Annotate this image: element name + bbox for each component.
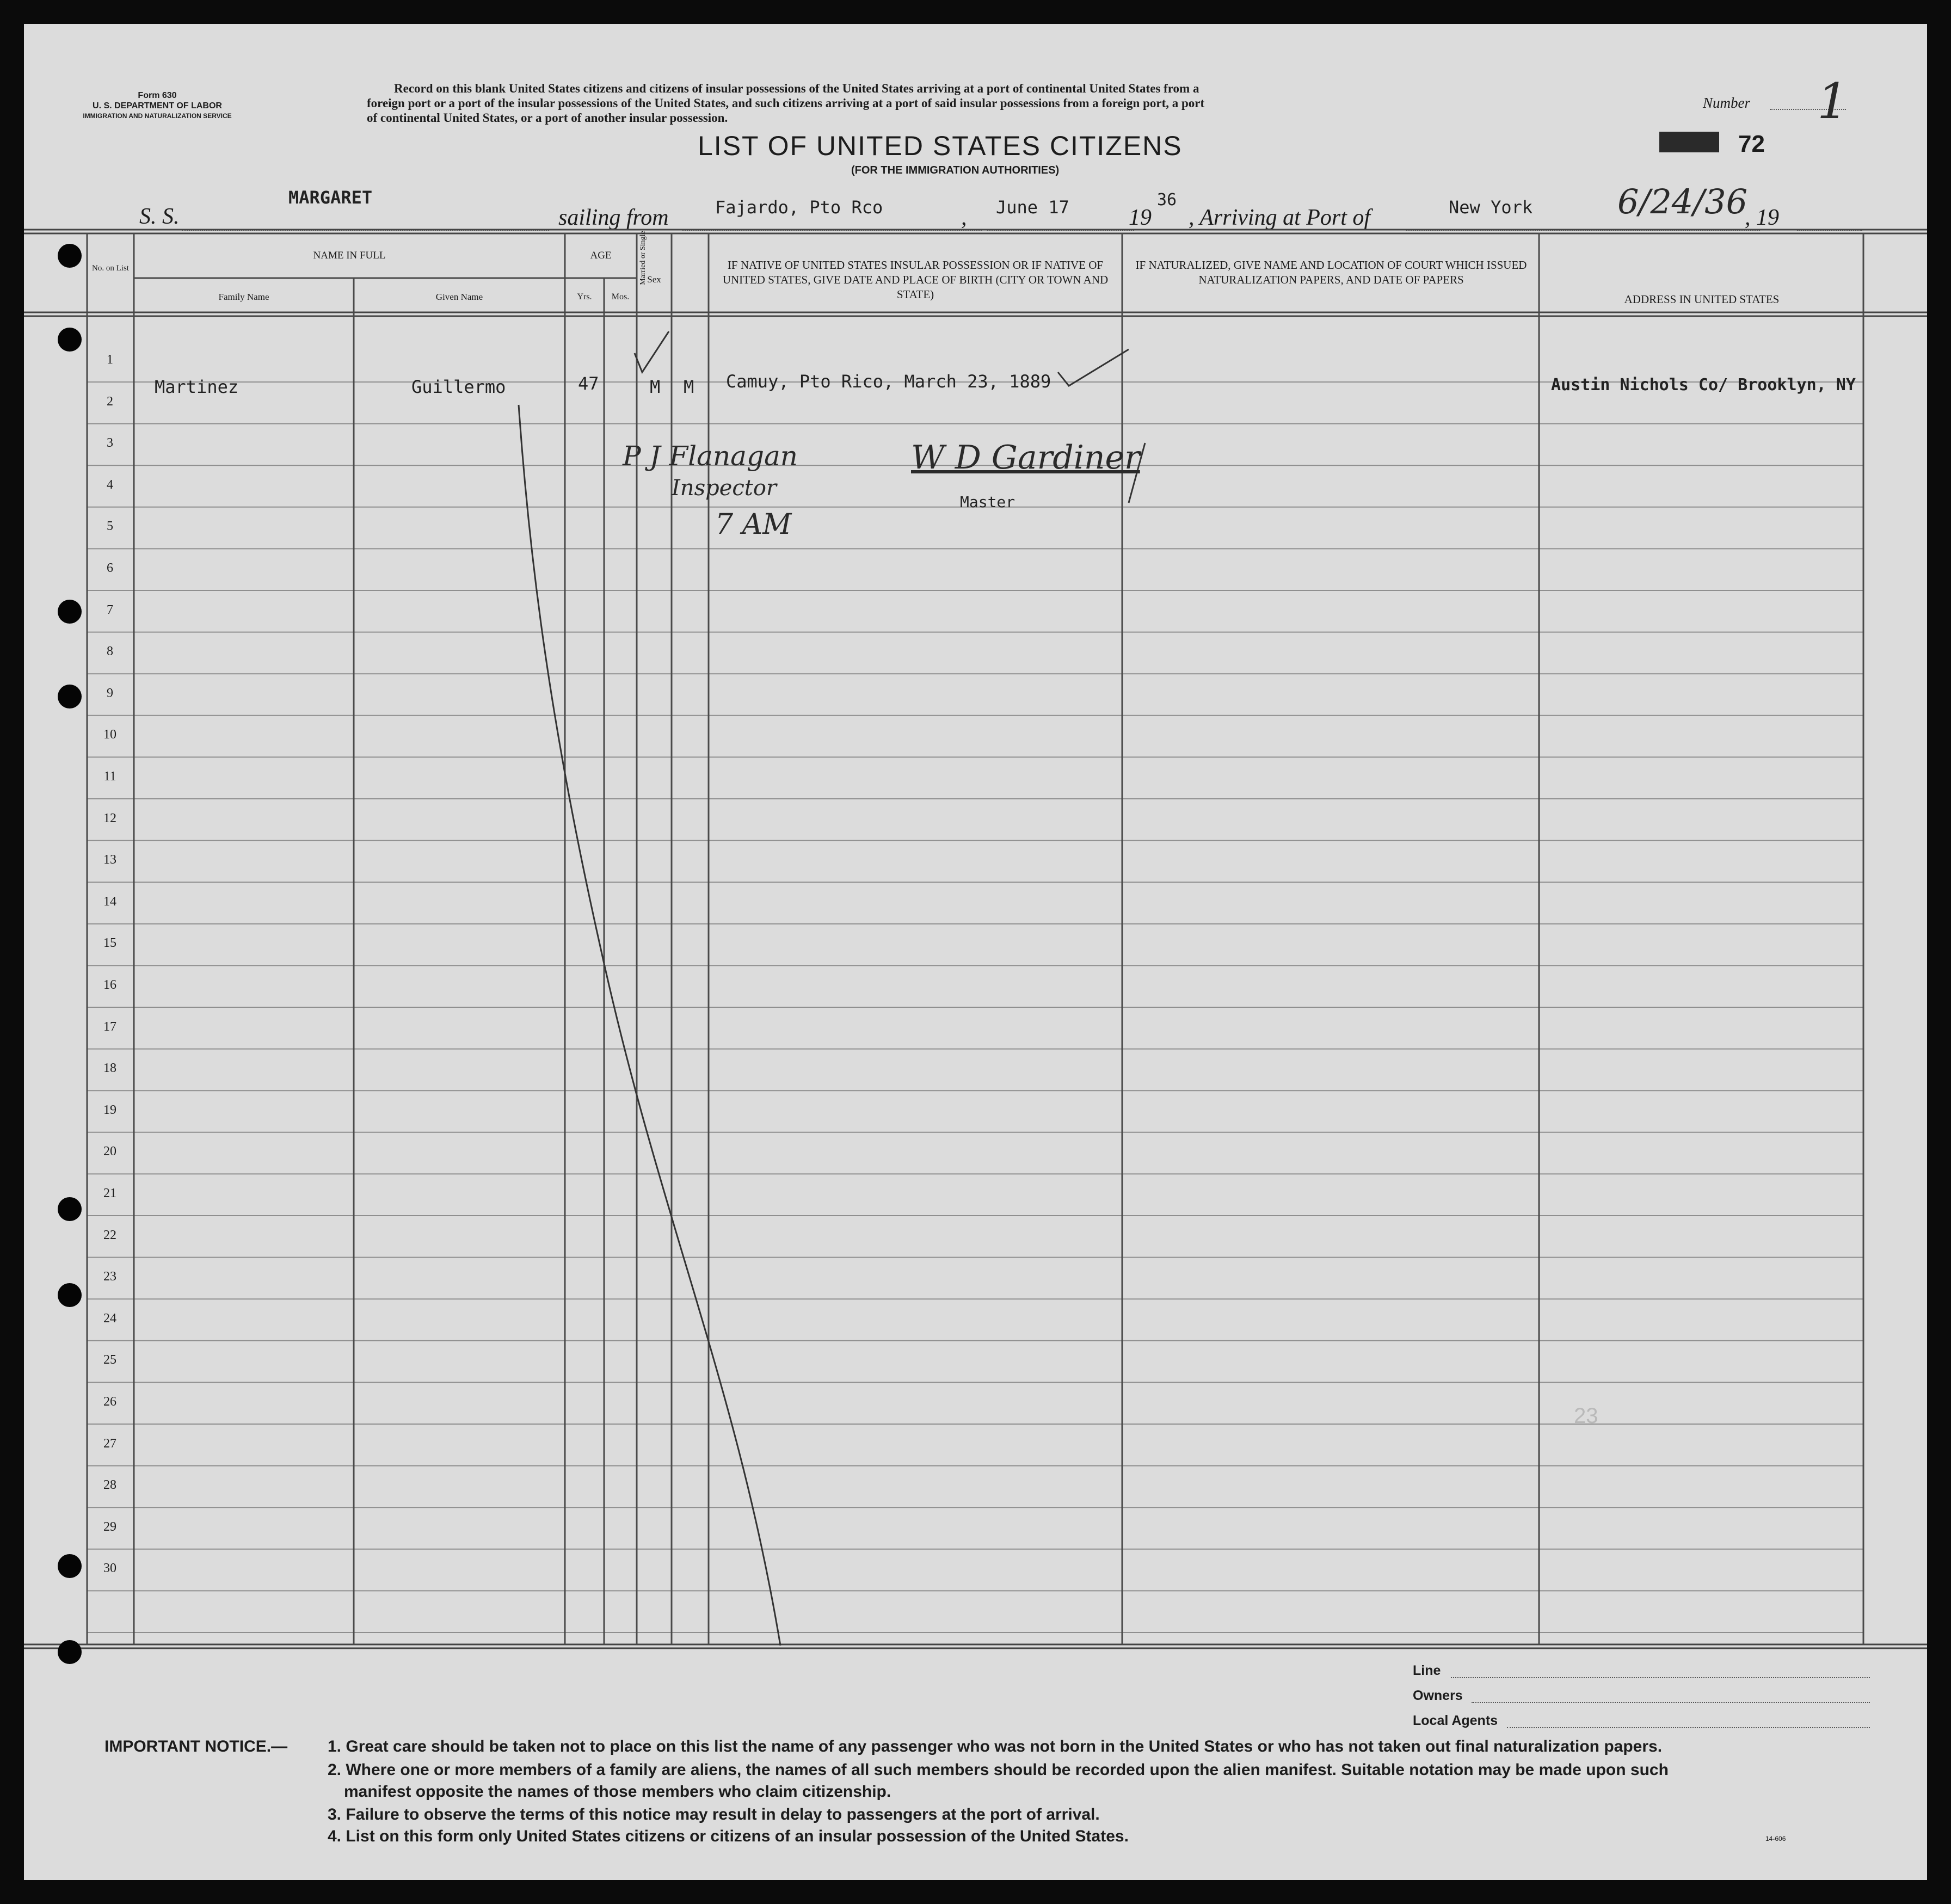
notice-3: 3. Failure to observe the terms of this notice may result in delay to passengers at the port of arrival. xyxy=(328,1806,1100,1823)
row-number: 27 xyxy=(103,1436,116,1451)
row-number: 21 xyxy=(103,1186,116,1200)
arrival-date-handwritten: 6/24/36 xyxy=(1617,182,1748,221)
row-number: 29 xyxy=(103,1519,116,1534)
col-yrs: Yrs. xyxy=(577,292,592,301)
sailing-from: Fajardo, Pto Rco xyxy=(715,197,883,218)
owners-field xyxy=(1472,1702,1870,1703)
col-married-single: Married or Single xyxy=(639,231,647,285)
row-number: 24 xyxy=(103,1311,116,1326)
department-name: U. S. DEPARTMENT OF LABOR xyxy=(93,101,222,110)
col-family-name: Family Name xyxy=(218,292,269,302)
row-number: 25 xyxy=(103,1353,116,1367)
line-label: Line xyxy=(1413,1663,1441,1678)
age-check-mark xyxy=(635,331,669,372)
notice-4: 4. List on this form only United States citizens or citizens of an insular possession of the United States. xyxy=(328,1827,1129,1845)
passenger-address: Austin Nichols Co/ Brooklyn, NY xyxy=(1551,375,1856,395)
agents-field xyxy=(1507,1727,1870,1728)
row-number: 20 xyxy=(103,1144,116,1159)
row-number: 3 xyxy=(107,436,113,451)
sailing-date: June 17 xyxy=(996,197,1069,218)
record-line-3: of continental United States, or a port of another insular possession. xyxy=(367,111,728,125)
notice-2-cont: manifest opposite the names of those members who claim citizenship. xyxy=(344,1783,891,1801)
form-code: 14-606 xyxy=(1765,1835,1786,1843)
page-subtitle: (FOR THE IMMIGRATION AUTHORITIES) xyxy=(851,164,1060,176)
punch-hole xyxy=(58,328,82,352)
service-name: IMMIGRATION AND NATURALIZATION SERVICE xyxy=(83,112,232,120)
agents-label: Local Agents xyxy=(1413,1713,1498,1728)
passenger-age: 47 xyxy=(578,373,599,394)
form-number: Form 630 xyxy=(138,91,177,100)
inspector-title: Inspector xyxy=(672,476,777,501)
year-suffix: 36 xyxy=(1157,190,1177,209)
row-number: 11 xyxy=(103,769,116,784)
col-name-in-full: NAME IN FULL xyxy=(313,250,386,261)
list-number: 1 xyxy=(1817,73,1849,130)
year-prefix: 19 xyxy=(1129,205,1152,230)
passenger-given-name: Guillermo xyxy=(411,377,506,397)
row-number: 22 xyxy=(103,1228,116,1242)
punch-hole xyxy=(58,1197,82,1221)
col-no-on-list: No. on List xyxy=(92,264,129,273)
master-signature: W D Gardiner xyxy=(911,439,1140,477)
faint-stamp-number: 23 xyxy=(1574,1404,1598,1428)
row-number: 7 xyxy=(107,602,113,617)
arrival-year-label: , 19 xyxy=(1745,205,1779,230)
punch-hole xyxy=(58,244,82,268)
inspector-time: 7 AM xyxy=(715,508,792,541)
row-number: 19 xyxy=(103,1102,116,1117)
col-given-name: Given Name xyxy=(435,292,483,302)
row-number: 8 xyxy=(107,644,113,659)
number-label: Number xyxy=(1703,95,1750,111)
punch-hole xyxy=(58,1283,82,1307)
row-number: 17 xyxy=(103,1019,116,1034)
notice-2: 2. Where one or more members of a family are aliens, the names of all such members should be recorded upon the alien manifest. Suitable notation may be made upon such xyxy=(328,1761,1669,1779)
comma-sep: , xyxy=(961,205,967,230)
row-number: 23 xyxy=(103,1270,116,1284)
row-number: 30 xyxy=(103,1561,116,1576)
passenger-family-name: Martinez xyxy=(155,377,239,397)
ss-label: S. S. xyxy=(139,204,180,229)
col-sex: Sex xyxy=(647,274,661,285)
row-number: 2 xyxy=(107,394,113,409)
col-address: ADDRESS IN UNITED STATES xyxy=(1624,293,1780,306)
page-title: LIST OF UNITED STATES CITIZENS xyxy=(698,131,1183,161)
row-number: 26 xyxy=(103,1395,116,1409)
punch-hole xyxy=(58,600,82,624)
col-birth: IF NATIVE OF UNITED STATES INSULAR POSSESSION OR IF NATIVE OF UNITED STATES, GIVE DATE AND PLACE OF BIRTH (CITY OR TOWN AND STATE) xyxy=(722,258,1109,301)
row-number: 6 xyxy=(107,561,113,575)
row-number: 10 xyxy=(103,728,116,742)
row-number: 14 xyxy=(103,894,116,909)
inspector-signature: P J Flanagan xyxy=(623,440,798,472)
notice-1: 1. Great care should be taken not to place on this list the name of any passenger who was not born in the United States or who has not taken out final naturalization papers. xyxy=(328,1737,1663,1755)
row-number: 13 xyxy=(103,853,116,867)
record-line-2: foreign port or a port of the insular possessions of the United States, and such citizens arriving at a port of said insular possessions from a foreign port, a port xyxy=(367,96,1205,110)
manifest-sheet xyxy=(24,24,1927,1880)
page-reference: 72 xyxy=(1738,131,1765,157)
passenger-marital-status: M xyxy=(684,377,694,397)
row-number: 12 xyxy=(103,811,116,825)
punch-hole xyxy=(58,1640,82,1664)
row-number: 5 xyxy=(107,519,113,534)
line-field xyxy=(1451,1677,1870,1678)
record-line-1: Record on this blank United States citizens and citizens of insular possessions of the United States arriving at a port of continental United States from a xyxy=(394,82,1199,95)
birth-check-mark xyxy=(1058,349,1129,386)
notice-heading: IMPORTANT NOTICE.— xyxy=(104,1737,288,1755)
punch-hole xyxy=(58,1554,82,1578)
owners-label: Owners xyxy=(1413,1688,1463,1703)
passenger-sex: M xyxy=(650,377,661,397)
master-label: Master xyxy=(960,493,1015,511)
row-number: 28 xyxy=(103,1478,116,1493)
passenger-birth: Camuy, Pto Rico, March 23, 1889 xyxy=(726,371,1051,392)
row-number: 16 xyxy=(103,978,116,992)
row-number: 9 xyxy=(107,686,113,700)
arrival-port: New York xyxy=(1449,197,1533,218)
col-age: AGE xyxy=(590,250,612,261)
sailing-label: sailing from xyxy=(558,205,669,230)
row-number: 4 xyxy=(107,477,113,492)
col-naturalized: IF NATURALIZED, GIVE NAME AND LOCATION OF COURT WHICH ISSUED NATURALIZATION PAPERS, AND DATE OF PAPERS xyxy=(1135,258,1527,286)
punch-hole xyxy=(58,685,82,708)
row-number: 18 xyxy=(103,1061,116,1076)
ship-name: MARGARET xyxy=(288,187,373,208)
row-number: 15 xyxy=(103,936,116,951)
arriving-label: , Arriving at Port of xyxy=(1189,205,1371,230)
col-mos: Mos. xyxy=(611,292,630,301)
row-number: 1 xyxy=(107,353,113,367)
